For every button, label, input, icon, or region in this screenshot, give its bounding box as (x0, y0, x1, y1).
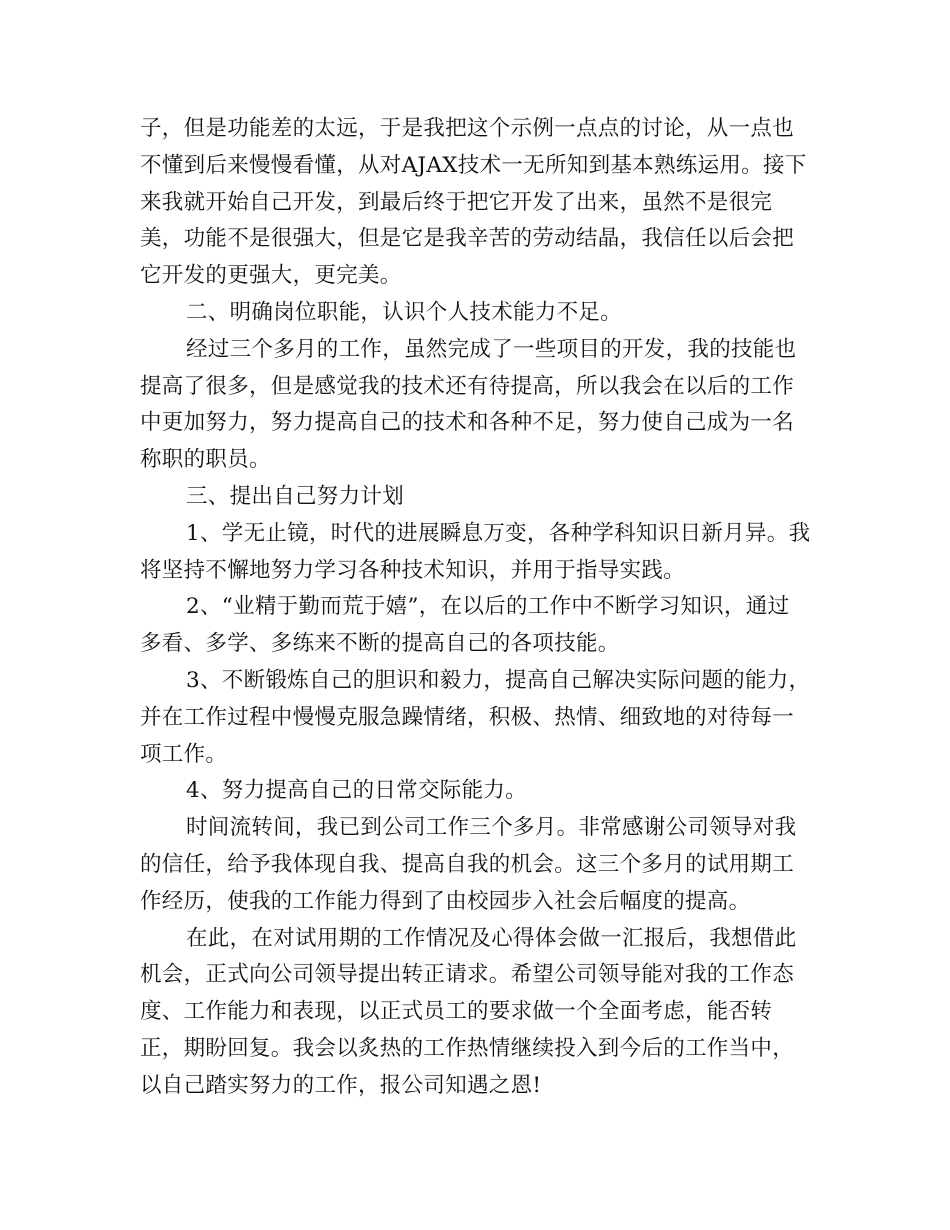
text-line: 中更加努力，努力提高自己的技术和各种不足，努力使自己成为一名 (140, 410, 795, 436)
text-line: 在此，在对试用期的工作情况及心得体会做一汇报后，我想借此 (186, 925, 797, 951)
text-line: 将坚持不懈地努力学习各种技术知识，并用于指导实践。 (140, 557, 686, 583)
section-heading: 三、提出自己努力计划 (186, 483, 405, 509)
text-line: 不懂到后来慢慢看懂，从对AJAX技术一无所知到基本熟练运用。接下 (140, 152, 807, 178)
document-body (140, 111, 810, 1105)
text-line: 它开发的更强大，更完美。 (140, 263, 402, 289)
text-line: 度、工作能力和表现，以正式员工的要求做一个全面考虑，能否转 (140, 999, 773, 1025)
text-line: 的信任，给予我体现自我、提高自我的机会。这三个多月的试用期工 (140, 851, 795, 877)
text-line: 提高了很多，但是感觉我的技术还有待提高，所以我会在以后的工作 (140, 373, 795, 399)
text-line: 经过三个多月的工作，虽然完成了一些项目的开发，我的技能也 (186, 336, 797, 362)
section-heading: 二、明确岗位职能，认识个人技术能力不足。 (186, 299, 623, 325)
text-line: 称职的职员。 (140, 447, 271, 473)
list-item: 4、努力提高自己的日常交际能力。 (186, 778, 527, 804)
text-line: 项工作。 (140, 741, 228, 767)
text-line: 并在工作过程中慢慢克服急躁情绪，积极、热情、细致地的对待每一 (140, 704, 795, 730)
list-item: 3、不断锻炼自己的胆识和毅力，提高自己解决实际问题的能力， (186, 667, 811, 693)
text-line: 机会，正式向公司领导提出转正请求。希望公司领导能对我的工作态 (140, 962, 795, 988)
list-item: 1、学无止镜，时代的进展瞬息万变，各种学科知识日新月异。我 (186, 520, 811, 546)
list-item: 2、“业精于勤而荒于嬉”，在以后的工作中不断学习知识，通过 (186, 594, 790, 620)
text-line: 作经历，使我的工作能力得到了由校园步入社会后幅度的提高。 (140, 888, 751, 914)
text-line: 子，但是功能差的太远，于是我把这个示例一点点的讨论，从一点也 (140, 116, 795, 141)
text-line: 多看、多学、多练来不断的提高自己的各项技能。 (140, 631, 620, 657)
text-line: 以自己踏实努力的工作，报公司知遇之恩! (140, 1072, 542, 1098)
text-line: 正，期盼回复。我会以炙热的工作热情继续投入到今后的工作当中， (140, 1035, 795, 1061)
text-line: 来我就开始自己开发，到最后终于把它开发了出来，虽然不是很完 (140, 189, 773, 215)
text-line: 时间流转间，我已到公司工作三个多月。非常感谢公司领导对我 (186, 815, 797, 841)
text-line: 美，功能不是很强大，但是它是我辛苦的劳动结晶，我信任以后会把 (140, 226, 795, 252)
